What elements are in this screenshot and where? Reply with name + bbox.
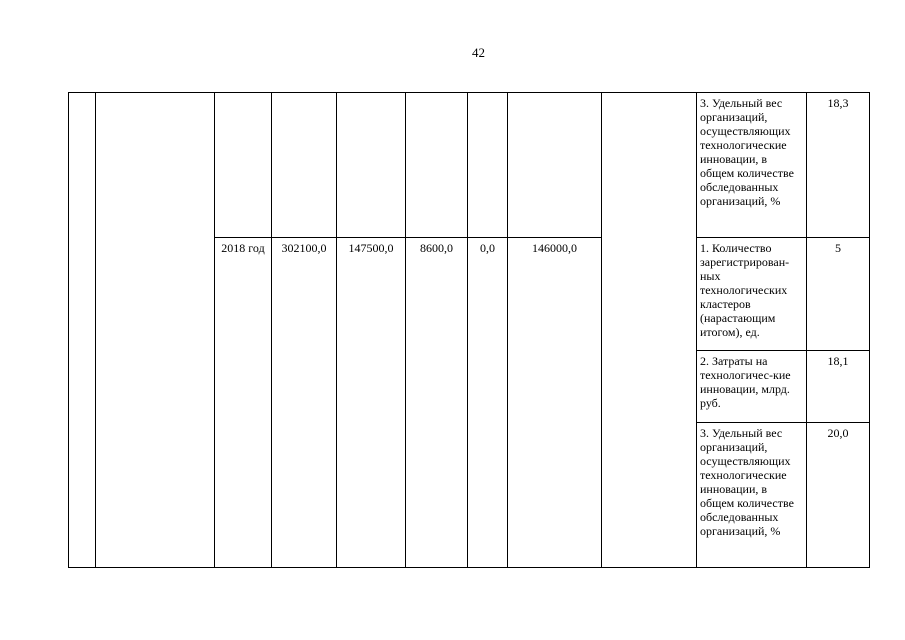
indicator-text: 3. Удельный вес организаций, осуществляющих технологические инновации, в общем количестве обследованных организаций, % xyxy=(697,423,807,568)
program-table xyxy=(68,92,870,568)
blank-cell xyxy=(215,93,272,238)
blank-cell xyxy=(406,93,468,238)
indicator-text: 2. Затраты на технологичес-кие инновации, млрд. руб. xyxy=(697,351,807,423)
amount-cell: 0,0 xyxy=(468,238,508,568)
indicator-text: 1. Количество зарегистрирован-ных технологических кластеров (нарастающим итогом), ед. xyxy=(697,238,807,351)
indicator-value: 20,0 xyxy=(807,423,870,568)
indicator-value: 18,3 xyxy=(807,93,870,238)
table-row xyxy=(69,93,870,238)
indicator-value: 5 xyxy=(807,238,870,351)
year-cell: 2018 год xyxy=(215,238,272,568)
blank-cell xyxy=(602,93,697,568)
blank-cell xyxy=(468,93,508,238)
blank-cell xyxy=(69,93,96,568)
amount-cell: 146000,0 xyxy=(508,238,602,568)
page-number: 42 xyxy=(472,45,485,60)
indicator-text: 3. Удельный вес организаций, осуществляющих технологические инновации, в общем количестве обследованных организаций, % xyxy=(697,93,807,238)
amount-cell: 8600,0 xyxy=(406,238,468,568)
indicator-value: 18,1 xyxy=(807,351,870,423)
total-cell: 302100,0 xyxy=(272,238,337,568)
blank-cell xyxy=(337,93,406,238)
blank-cell xyxy=(508,93,602,238)
blank-cell xyxy=(272,93,337,238)
amount-cell: 147500,0 xyxy=(337,238,406,568)
blank-cell xyxy=(96,93,215,568)
